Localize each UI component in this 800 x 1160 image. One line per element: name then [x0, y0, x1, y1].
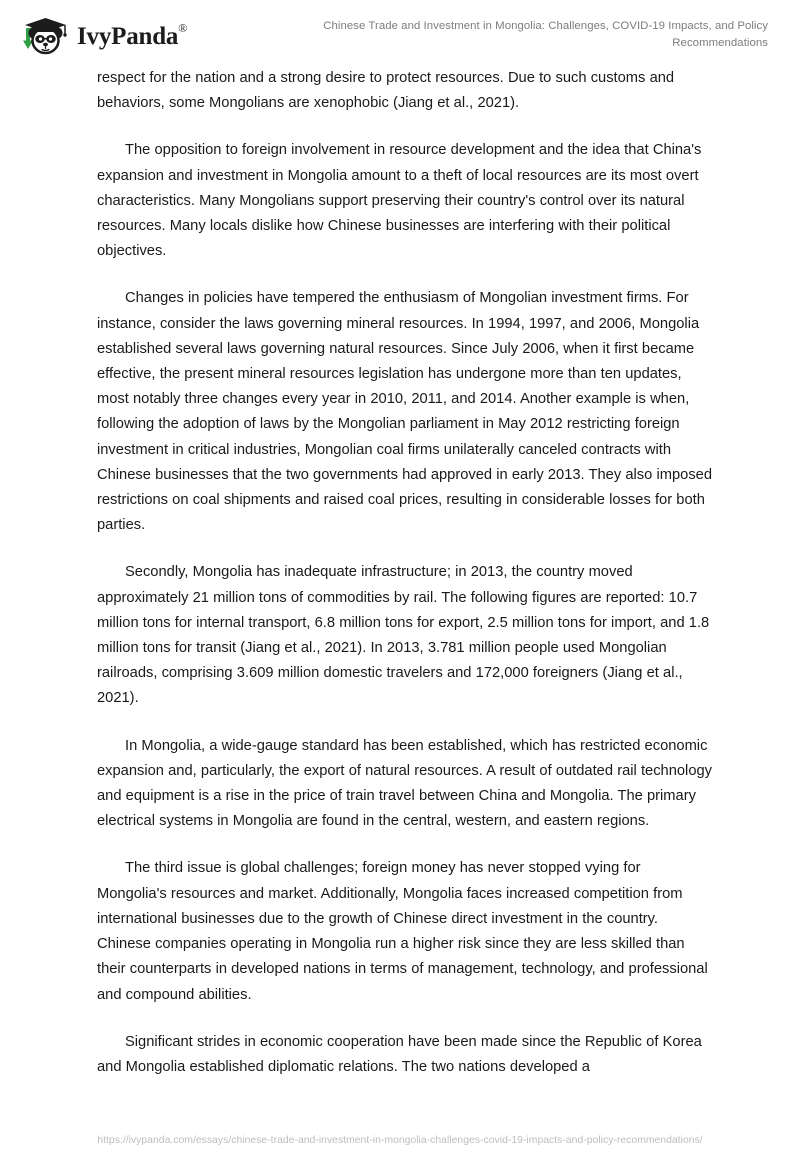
source-url[interactable]: https://ivypanda.com/essays/chinese-trade-and-investment-in-mongolia-challenges-covid-19-impacts-and-policy-recommendations/	[97, 1134, 703, 1146]
document-body	[97, 66, 714, 1080]
paragraph: Changes in policies have tempered the enthusiasm of Mongolian investment firms. For instance, consider the laws governing mineral resources. In 1994, 1997, and 2006, Mongolia established several laws governing natural resources. Since July 2006, when it first became effective, the present mineral resources legislation has undergone more than ten updates, most notably three changes every year in 2010, 2011, and 2014. Another example is when, following the adoption of laws by the Mongolian parliament in May 2012 restricting foreign investment in critical industries, Mongolian coal firms unilaterally canceled contracts with Chinese businesses that the two governments had approved in early 2013. They also imposed restrictions on coal shipments and raised coal prices, resulting in considerable losses for both parties.	[97, 290, 713, 534]
panda-graduate-logo-icon	[18, 13, 70, 59]
paragraph: Significant strides in economic cooperation have been made since the Republic of Korea and Mongolia established diplomatic relations. The two nations developed a	[97, 1033, 702, 1075]
brand-name	[77, 21, 188, 50]
document-running-title: Chinese Trade and Investment in Mongolia: Challenges, COVID-19 Impacts, and Policy Recommendations	[323, 20, 768, 49]
page-header	[0, 0, 800, 62]
paragraph: The third issue is global challenges; foreign money has never stopped vying for Mongolia's resources and market. Additionally, Mongolia faces increased competition from international businesses due to the growth of Chinese direct investment in the country. Chinese companies operating in Mongolia run a higher risk since they are less skilled than their counterparts in developed nations in terms of management, technology, and professional and compound abilities.	[97, 860, 708, 1003]
paragraph: In Mongolia, a wide-gauge standard has been established, which has restricted economic expansion and, particularly, the export of natural resources. A result of outdated rail technology and equipment is a rise in the price of train travel between China and Mongolia. The primary electrical systems in Mongolia are found in the central, western, and eastern regions.	[97, 737, 713, 830]
paragraph: respect for the nation and a strong desire to protect resources. Due to such customs and behaviors, some Mongolians are xenophobic (Jiang et al., 2021).	[97, 70, 675, 112]
page-footer	[0, 1120, 800, 1160]
paragraph: The opposition to foreign involvement in resource development and the idea that China's expansion and investment in Mongolia amount to a theft of local resources are its most overt characteristics. Many Mongolians support preserving their country's control over its natural resources. Many locals dislike how Chinese businesses are interfering with their political objectives.	[97, 142, 702, 260]
ivypanda-logo[interactable]	[18, 13, 187, 59]
paragraph: Secondly, Mongolia has inadequate infrastructure; in 2013, the country moved approximately 21 million tons of commodities by rail. The following figures are reported: 10.7 million tons for internal transport, 6.8 million tons for export, 2.5 million tons for import, and 1.8 million tons for transit (Jiang et al., 2021). In 2013, 3.781 million people used Mongolian railroads, comprising 3.609 million domestic travelers and 172,000 foreigners (Jiang et al., 2021).	[97, 564, 710, 707]
brand-name-text: IvyPanda	[77, 22, 179, 50]
registered-trademark-icon: ®	[178, 21, 188, 36]
